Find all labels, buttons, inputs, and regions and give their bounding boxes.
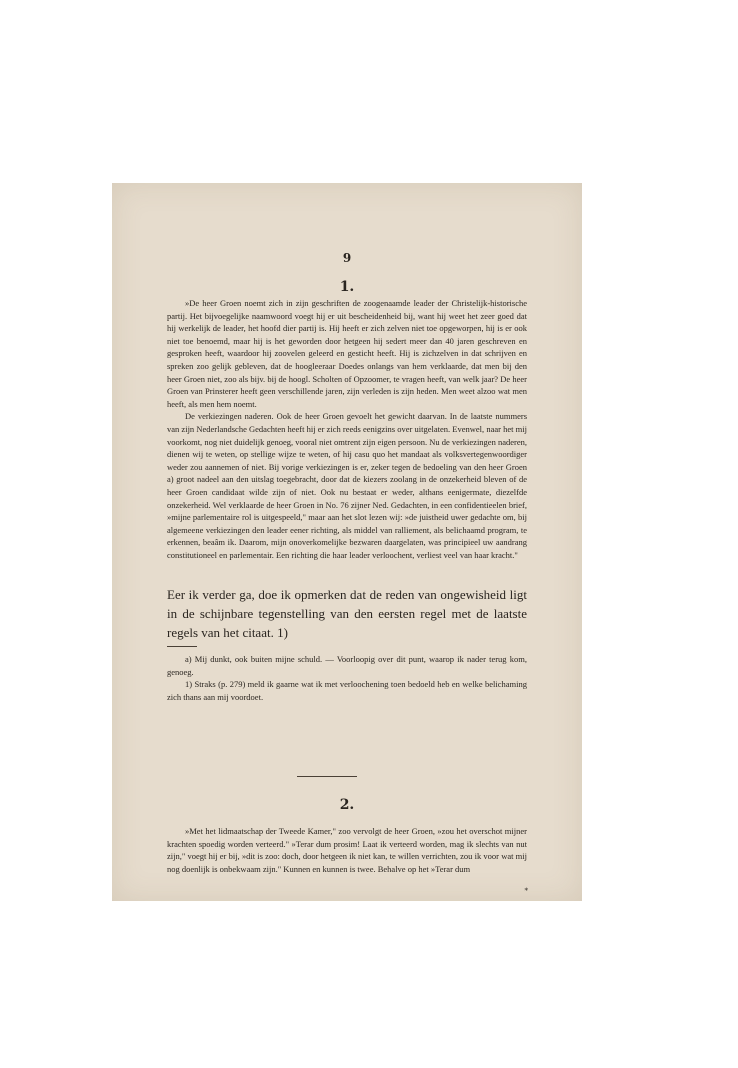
section-1-main-paragraph: Eer ik verder ga, doe ik opmerken dat de reden van ongewisheid ligt in de schijnbare tegenstelling van den eersten regel met de laatste regels van het citaat. 1) [167,587,527,640]
section-divider [297,776,357,777]
footnote-1: 1) Straks (p. 279) meld ik gaarne wat ik met verloochening toen bedoeld heb en welke belichaming zich thans aan mij voordoet. [167,679,527,702]
section-heading-2: 2. [339,797,355,813]
corner-mark: * [524,887,528,895]
section-heading-1: 1. [339,279,355,295]
footnote-a: a) Mij dunkt, ook buiten mijne schuld. — Voorloopig over dit punt, waarop ik nader terug kom, genoeg. [167,654,527,677]
section-1-small-text [167,297,527,561]
footnote-rule [167,646,197,647]
section-1-main-text [167,585,527,642]
section-1-paragraph-1: »De heer Groen noemt zich in zijn geschriften de zoogenaamde leader der Christelijk-historische partij. Het bijvoegelijke naamwoord voegt hij er uit bescheidenheid bij, want hij weet het zeer goed dat hij werkelijk de leader, het hoofd dier partij is. Hij heeft er zich zelven niet toe opgeworpen, hij is er ook niet toe benoemd, maar hij is het geworden door hetgeen hij sedert meer dan 40 jaren geschreven en gesproken heeft, waardoor hij zoovelen geleerd en gesticht heeft. Hij is zichzelven in dat schrijven en spreken zoo gelijk gebleven, dat de hoogleeraar Doedes onlangs van hem verklaarde, dat men bij den heer Groen niet, zoo als bijv. bij de hoogl. Scholten of Opzoomer, te vragen heeft, van welk jaar? De heer Groen van Prinsterer heeft geen verschillende jaren, zijn verleden is zijn heden. Men weet alzoo wat men heeft, als men hem noemt. [167,298,527,409]
footnotes [167,653,527,703]
section-1-paragraph-2: De verkiezingen naderen. Ook de heer Groen gevoelt het gewicht daarvan. In de laatste nummers van zijn Nederlandsche Gedachten heeft hij er zich reeds eenigzins over uitgelaten. Evenwel, naar het mij voorkomt, nog niet duidelijk genoeg, vooral niet omtrent zijn eigen persoon. Nu de verkiezingen naderen, dienen wij te weten, op stellige wijze te weten, of hij casu quo het mandaat als volksvertegenwoordiger weder zou aannemen of niet. Bij vorige verkiezingen is er, zeker tegen de bedoeling van den heer Groen a) groot nadeel aan den uitslag toegebracht, door dat de kiezers zoolang in de onzekerheid bleven of de heer Groen candidaat wilde zijn of niet. Ook nu bestaat er weder, althans eenigermate, diezelfde onzekerheid. Wel verklaarde de heer Groen in No. 76 zijner Ned. Gedachten, in een confidentieelen brief, »mijne parlementaire rol is uitgespeeld," maar aan het slot lezen wij: »de juistheid uwer gedachte om, bij algemeene verkiezingen den leader eener richting, als middel van ralliement, als belichaamd program, te erkennen, beaâm ik. Daarom, mijn onoverkomelijke bezwaren daargelaten, was principieel uw aandrang constitutioneel en parlementair. Een richting die haar leader verloochent, verliest veel van haar kracht." [167,411,527,560]
scanned-page [112,183,582,901]
section-2-text [167,825,527,875]
section-2-paragraph-1: »Met het lidmaatschap der Tweede Kamer," zoo vervolgt de heer Groen, »zou het overschot mijner krachten spoedig worden verteerd." »Terar dum prosim! Laat ik verteerd worden, mag ik slechts van nut zijn," voegt hij er bij, »dit is zoo: doch, door hetgeen ik niet kan, te willen verrichten, zou ik voor wat mij nog doenlijk is onbekwaam zijn." Kunnen en kunnen is twee. Behalve op het »Terar dum [167,826,527,874]
page-number: 9 [342,251,352,265]
